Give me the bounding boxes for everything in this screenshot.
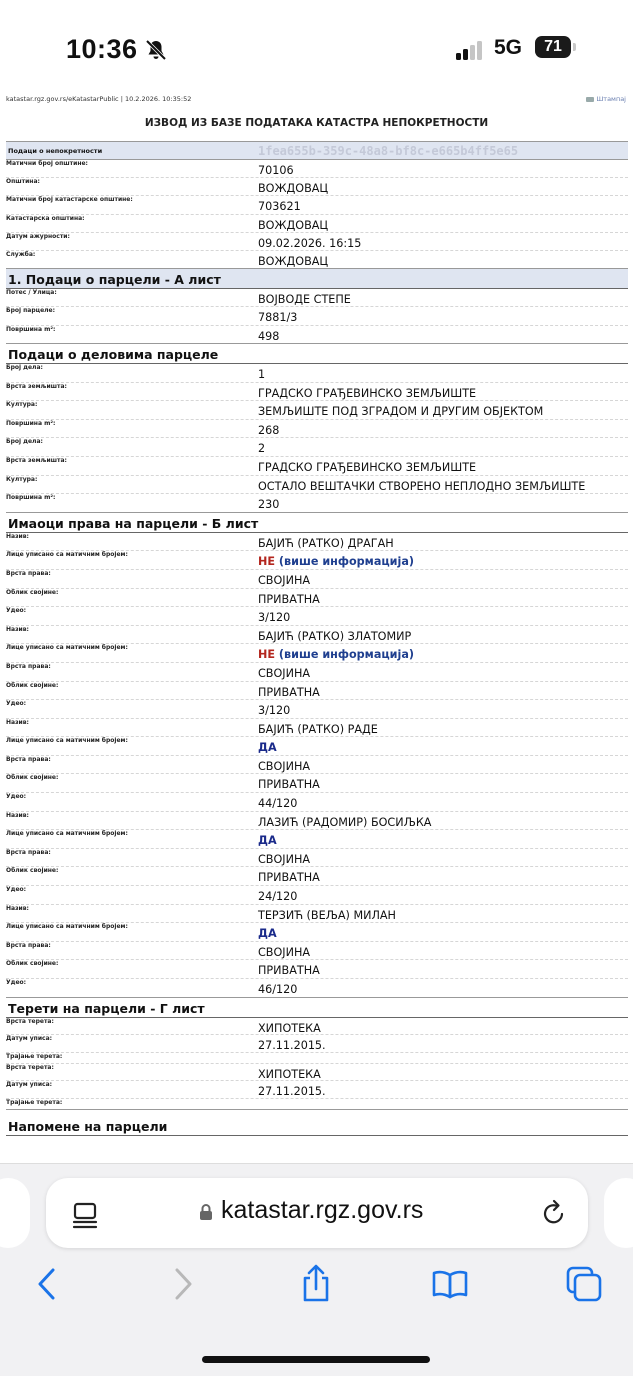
field-label: Трајање терета:: [6, 1098, 63, 1106]
field-value: БАЈИЋ (РАТКО) ЗЛАТОМИР: [258, 629, 412, 643]
field-value: ВОЈВОДЕ СТЕПЕ: [258, 293, 351, 307]
address-bar[interactable]: [46, 1178, 588, 1248]
field-label: Удео:: [6, 607, 27, 615]
owner-right-row: [6, 849, 628, 868]
owner-name-row: [6, 719, 628, 738]
property-row: [6, 233, 628, 251]
more-info-link[interactable]: (више информација): [278, 648, 415, 662]
owner-form-row: [6, 960, 628, 979]
status-bar: [0, 0, 633, 90]
owner-name-row: [6, 533, 628, 552]
field-label: Служба:: [6, 250, 36, 258]
field-value: ГРАДСКО ГРАЂЕВИНСКО ЗЕМЉИШТЕ: [258, 460, 477, 474]
parcel-part-row: [6, 364, 628, 383]
field-value: ПРИВАТНА: [258, 778, 320, 792]
forward-icon[interactable]: [162, 1264, 202, 1304]
property-id: 1fea655b-359c-48a8-bf8c-e665b4ff5e65: [258, 143, 519, 158]
page-menu-icon[interactable]: [70, 1200, 100, 1230]
field-value: 70106: [258, 164, 294, 177]
parcel-part-row: [6, 494, 628, 513]
field-value: 3/120: [258, 611, 291, 625]
owner-registered-row: [6, 830, 628, 849]
field-label: Број дела:: [6, 438, 43, 446]
field-label: Лице уписано са матичним бројем:: [6, 644, 128, 652]
document-title: ИЗВОД ИЗ БАЗЕ ПОДАТАКА КАТАСТРА НЕПОКРЕТНОСТИ: [144, 117, 489, 129]
field-label: Број дела:: [6, 364, 43, 372]
owner-form-row: [6, 589, 628, 608]
burden-duration-row: [6, 1099, 628, 1110]
field-value: СВОЈИНА: [258, 573, 311, 587]
registered-no: НЕ: [258, 555, 276, 569]
parcel-part-row: [6, 457, 628, 476]
owner-name-row: [6, 812, 628, 831]
field-value: ВОЖДОВАЦ: [258, 218, 329, 232]
field-label: Датум уписа:: [6, 1081, 53, 1089]
owner-registered-row: [6, 644, 628, 663]
field-label: Лице уписано са матичним бројем:: [6, 551, 128, 559]
field-label: Назив:: [6, 811, 29, 819]
owner-right-row: [6, 756, 628, 775]
previous-tab-pill[interactable]: [0, 1178, 30, 1248]
field-value: ЛАЗИЋ (РАДОМИР) БОСИЉКА: [258, 815, 432, 829]
field-label: Облик својине:: [6, 774, 59, 782]
field-value: 703621: [258, 200, 301, 214]
field-label: Назив:: [6, 904, 29, 912]
battery-icon: 71: [535, 36, 571, 58]
field-label: Трајање терета:: [6, 1052, 63, 1060]
field-value: 7881/3: [258, 311, 298, 325]
field-label: Катастарска општина:: [6, 214, 85, 222]
field-value: ПРИВАТНА: [258, 685, 320, 699]
owner-share-row: [6, 793, 628, 812]
field-label: Врста права:: [6, 662, 51, 670]
owner-form-row: [6, 774, 628, 793]
field-label: Лице уписано са матичним бројем:: [6, 830, 128, 838]
property-row: [6, 160, 628, 178]
more-info-link[interactable]: (више информација): [278, 555, 415, 569]
cellular-signal-icon: [456, 40, 486, 60]
lock-icon: [199, 1203, 213, 1221]
burden-type-row: [6, 1064, 628, 1082]
field-value: СВОЈИНА: [258, 945, 311, 959]
field-label: Матични број општине:: [6, 160, 88, 167]
field-label: Површина m²:: [6, 494, 56, 502]
field-label: Потес / Улица:: [6, 289, 57, 297]
field-label: Лице уписано са матичним бројем:: [6, 923, 128, 931]
field-value: БАЈИЋ (РАТКО) РАДЕ: [258, 722, 378, 736]
print-header: [6, 95, 626, 107]
burden-date-row: [6, 1081, 628, 1099]
field-value: [258, 834, 628, 848]
field-value: ЗЕМЉИШТЕ ПОД ЗГРАДОМ И ДРУГИМ ОБЈЕКТОМ: [258, 405, 544, 419]
parcel-parts-heading: Подаци о деловима парцеле: [6, 344, 628, 364]
owners-section-heading: Имаоци права на парцели - Б лист: [6, 513, 628, 533]
property-row: [6, 196, 628, 214]
field-value: 09.02.2026. 16:15: [258, 236, 362, 250]
share-icon[interactable]: [296, 1264, 336, 1304]
owner-right-row: [6, 663, 628, 682]
field-value: [258, 648, 628, 662]
registered-no: НЕ: [258, 648, 276, 662]
owner-right-row: [6, 570, 628, 589]
field-label: Датум ажурности:: [6, 232, 70, 240]
field-label: Број парцеле:: [6, 307, 56, 315]
field-value: ГРАДСКО ГРАЂЕВИНСКО ЗЕМЉИШТЕ: [258, 386, 477, 400]
owner-name-row: [6, 626, 628, 645]
burden-type-row: [6, 1018, 628, 1036]
owner-right-row: [6, 942, 628, 961]
printer-icon: [586, 97, 594, 102]
property-label: Подаци о непокретности: [8, 146, 103, 155]
field-value: 498: [258, 329, 280, 343]
field-label: Удео:: [6, 793, 27, 801]
field-value: ОСТАЛО ВЕШТАЧКИ СТВОРЕНО НЕПЛОДНО ЗЕМЉИШТЕ: [258, 479, 586, 493]
field-value: 44/120: [258, 797, 298, 811]
field-value: [258, 741, 628, 755]
field-label: Облик својине:: [6, 681, 59, 689]
cadastre-extract: [6, 141, 628, 1136]
field-label: Култура:: [6, 401, 38, 409]
url-text[interactable]: katastar.rgz.gov.rs: [221, 1196, 424, 1224]
registered-yes: ДА: [258, 834, 277, 848]
parcel-part-row: [6, 476, 628, 495]
field-label: Врста терета:: [6, 1063, 54, 1071]
property-row: [6, 215, 628, 233]
parcel-section-heading: 1. Подаци о парцели - А лист: [6, 269, 628, 289]
owner-registered-row: [6, 551, 628, 570]
field-value: 46/120: [258, 983, 298, 997]
network-type: 5G: [494, 36, 523, 59]
registered-yes: ДА: [258, 927, 277, 941]
field-label: Удео:: [6, 700, 27, 708]
field-value: ПРИВАТНА: [258, 871, 320, 885]
burdens-section-heading: Терети на парцели - Г лист: [6, 998, 628, 1018]
field-value: 2: [258, 442, 266, 456]
owner-registered-row: [6, 923, 628, 942]
field-label: Облик својине:: [6, 867, 59, 875]
property-header-row: [6, 141, 628, 160]
bookmarks-icon[interactable]: [430, 1264, 470, 1304]
field-label: Врста права:: [6, 848, 51, 856]
field-value: [258, 1103, 628, 1109]
field-value: 230: [258, 498, 280, 512]
field-label: Површина m²:: [6, 325, 56, 333]
field-value: 268: [258, 423, 280, 437]
field-label: Облик својине:: [6, 960, 59, 968]
parcel-row: [6, 307, 628, 325]
home-indicator: [202, 1356, 430, 1363]
parcel-part-row: [6, 401, 628, 420]
field-label: Назив:: [6, 625, 29, 633]
field-value: 27.11.2015.: [258, 1039, 326, 1053]
field-label: Врста терета:: [6, 1017, 54, 1025]
parcel-part-row: [6, 383, 628, 402]
field-label: Матични број катастарске општине:: [6, 196, 133, 204]
owner-share-row: [6, 979, 628, 998]
field-value: СВОЈИНА: [258, 666, 311, 680]
print-link[interactable]: Штампај: [586, 95, 626, 103]
owner-form-row: [6, 682, 628, 701]
parcel-row: [6, 289, 628, 307]
field-label: Површина m²:: [6, 419, 56, 427]
field-value: 27.11.2015.: [258, 1085, 326, 1099]
field-label: Врста земљишта:: [6, 456, 67, 464]
field-label: Удео:: [6, 886, 27, 894]
field-value: 24/120: [258, 890, 298, 904]
field-value: ПРИВАТНА: [258, 964, 320, 978]
browser-toolbar: [0, 1264, 633, 1314]
field-value: БАЈИЋ (РАТКО) ДРАГАН: [258, 536, 394, 550]
field-value: ТЕРЗИЋ (ВЕЉА) МИЛАН: [258, 908, 396, 922]
field-label: Култура:: [6, 475, 38, 483]
reload-icon[interactable]: [540, 1198, 568, 1228]
owner-share-row: [6, 886, 628, 905]
tabs-icon[interactable]: [564, 1264, 604, 1304]
next-tab-pill[interactable]: [604, 1178, 633, 1248]
field-value: ХИПОТЕКА: [258, 1067, 321, 1081]
field-value: СВОЈИНА: [258, 759, 311, 773]
field-label: Облик својине:: [6, 588, 59, 596]
parcel-part-row: [6, 438, 628, 457]
field-label: Назив:: [6, 718, 29, 726]
burden-date-row: [6, 1035, 628, 1053]
property-row: [6, 251, 628, 269]
field-label: Општина:: [6, 178, 40, 186]
field-value: ВОЖДОВАЦ: [258, 254, 329, 268]
field-label: Врста права:: [6, 755, 51, 763]
field-label: Врста права:: [6, 569, 51, 577]
field-label: Лице уписано са матичним бројем:: [6, 737, 128, 745]
field-label: Врста земљишта:: [6, 382, 67, 390]
parcel-part-row: [6, 420, 628, 439]
back-icon[interactable]: [28, 1264, 68, 1304]
field-label: Врста права:: [6, 941, 51, 949]
owner-share-row: [6, 700, 628, 719]
field-value: 1: [258, 368, 266, 382]
owner-form-row: [6, 867, 628, 886]
field-value: ВОЖДОВАЦ: [258, 182, 329, 196]
battery-cap: [573, 43, 576, 51]
field-value: ПРИВАТНА: [258, 592, 320, 606]
field-label: Датум уписа:: [6, 1035, 53, 1043]
field-value: [258, 927, 628, 941]
bell-muted-icon: [144, 38, 168, 62]
source-url-timestamp: katastar.rgz.gov.rs/eKatastarPublic | 10.2.2026. 10:35:52: [6, 95, 192, 103]
owner-registered-row: [6, 737, 628, 756]
browser-bottom-bar: [0, 1163, 633, 1376]
status-time: 10:36: [66, 34, 138, 64]
registered-yes: ДА: [258, 741, 277, 755]
field-label: Назив:: [6, 532, 29, 540]
field-label: Удео:: [6, 979, 27, 987]
field-value: 3/120: [258, 704, 291, 718]
field-value: СВОЈИНА: [258, 852, 311, 866]
field-value: [258, 1057, 628, 1063]
field-value: ХИПОТЕКА: [258, 1021, 321, 1035]
burden-duration-row: [6, 1053, 628, 1064]
owner-share-row: [6, 607, 628, 626]
parcel-row: [6, 326, 628, 344]
notes-section-heading: Напомене на парцели: [6, 1116, 628, 1136]
owner-name-row: [6, 905, 628, 924]
property-row: [6, 178, 628, 196]
field-value: [258, 555, 628, 569]
